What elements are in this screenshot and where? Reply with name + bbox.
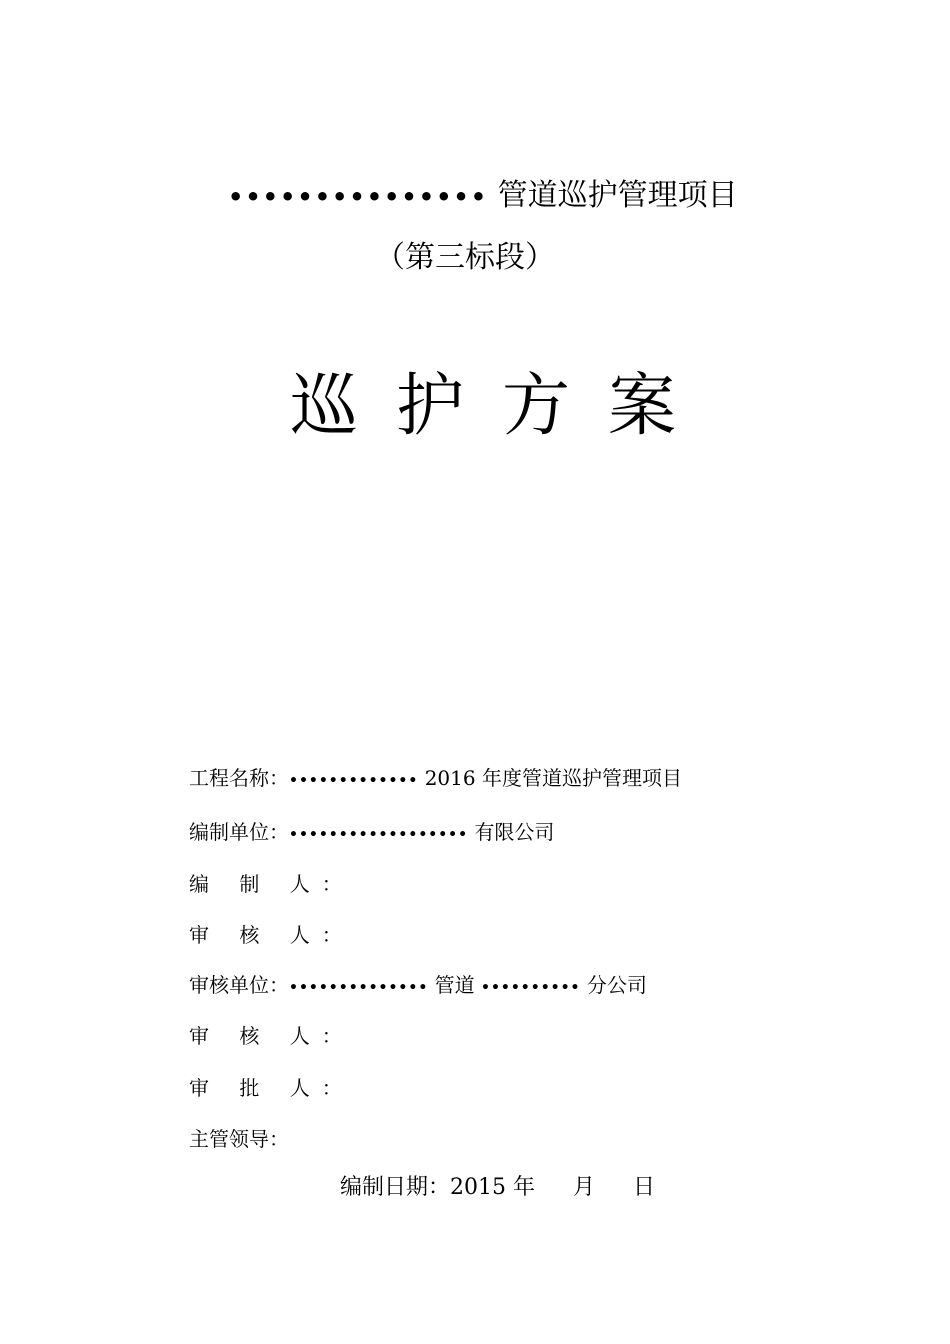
compile-date-month: 月 xyxy=(572,1175,595,1200)
approver-row xyxy=(189,1072,354,1101)
reviewer2-row xyxy=(189,1020,354,1049)
compile-date-day: 日 xyxy=(633,1175,656,1200)
reviewer-row xyxy=(189,919,354,948)
cover-title-text: 管道巡护管理项目 xyxy=(497,178,738,213)
compile-date-label: 编制日期：2015 年 xyxy=(340,1175,535,1200)
leader-label: 主管领导： xyxy=(189,1127,289,1151)
compiler-unit-row xyxy=(189,816,554,845)
reviewer2-label: 审 核 人： xyxy=(189,1024,354,1048)
compile-date xyxy=(340,1170,655,1201)
review-unit-row xyxy=(189,969,647,998)
compiler-label: 编 制 人： xyxy=(189,872,354,896)
cover-title-line1 xyxy=(228,170,738,214)
review-unit-value: 分公司 xyxy=(586,973,647,997)
compiler-unit-label: 编制单位： xyxy=(189,820,289,844)
project-name-row xyxy=(189,762,682,791)
redacted-dots: •••••••••••••• xyxy=(289,980,429,996)
redacted-dots: ••••••••••••••• xyxy=(228,183,489,211)
compiler-row xyxy=(189,868,354,897)
review-unit-label: 审核单位： xyxy=(189,973,289,997)
redacted-dots: •••••••••• xyxy=(481,980,581,996)
project-name-label: 工程名称： xyxy=(189,766,289,790)
approver-label: 审 批 人： xyxy=(189,1076,354,1100)
project-name-value: 2016 年度管道巡护管理项目 xyxy=(424,766,682,790)
redacted-dots: •••••••••••••••••• xyxy=(289,827,469,843)
redacted-dots: ••••••••••••• xyxy=(289,773,419,789)
leader-row xyxy=(189,1123,289,1152)
review-unit-mid: 管道 xyxy=(434,973,475,997)
cover-subtitle: （第三标段） xyxy=(375,240,555,275)
reviewer-label: 审 核 人： xyxy=(189,923,354,947)
compiler-unit-value: 有限公司 xyxy=(474,820,555,844)
main-title: 巡护方案 xyxy=(290,367,715,446)
